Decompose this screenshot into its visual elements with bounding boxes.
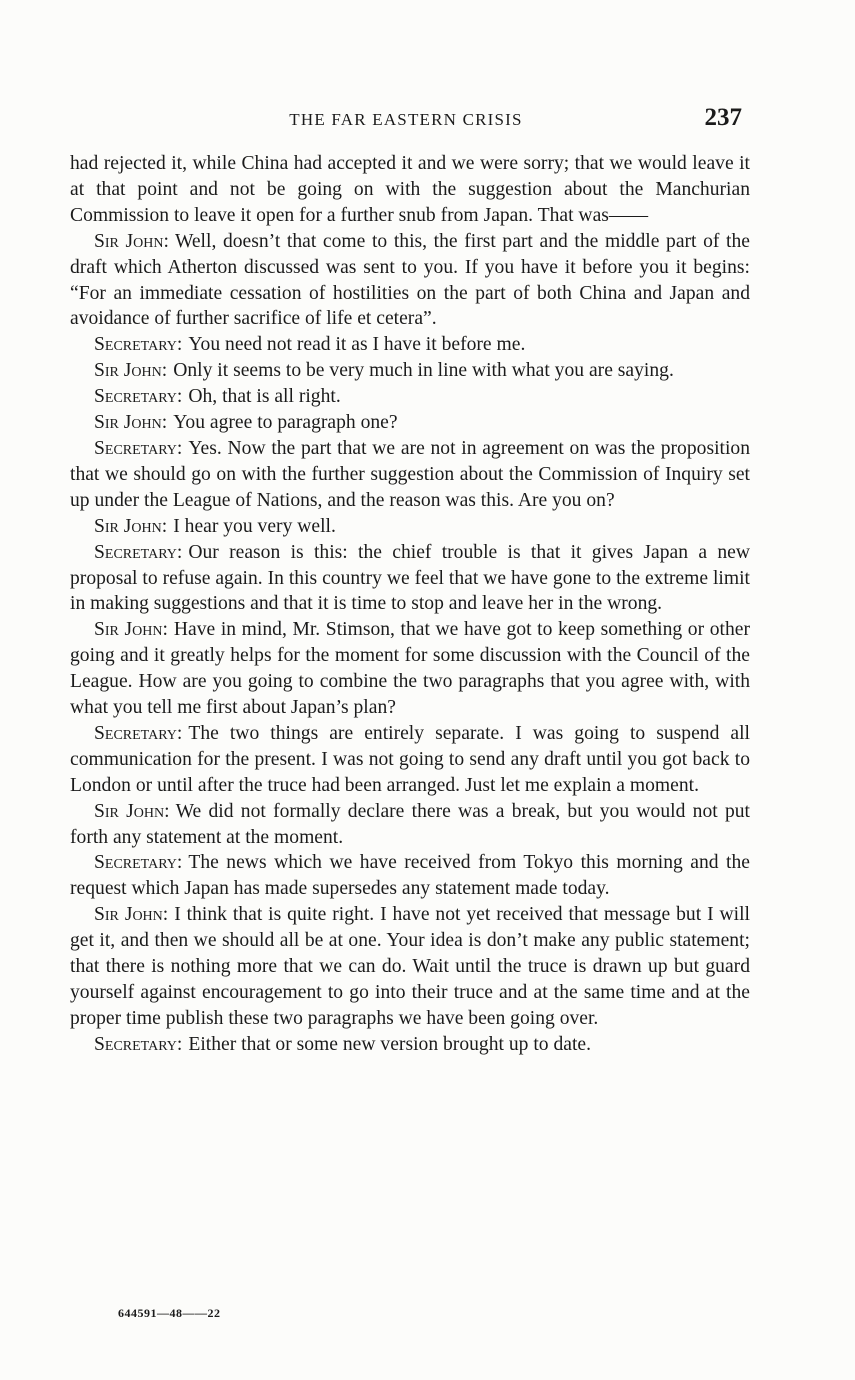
paragraph: Sir John: Only it seems to be very much in line with what you are saying. xyxy=(94,360,674,382)
speaker-label: Secretary xyxy=(94,437,177,459)
paragraph: Secretary: The news which we have received from Tokyo this morning and the request which Japan has made supersedes any statement made today. xyxy=(70,852,750,900)
paragraph-text: I hear you very well. xyxy=(173,515,336,537)
paragraph: Sir John: We did not formally declare there was a break, but you would not put forth any statement at the moment. xyxy=(70,800,750,848)
paragraph-text: Well, doesn’t that come to this, the first part and the middle part of the draft which Atherton discussed was sent to you. If you have it before you it begins: “For an immediate cessation of hostilities on the part of both China and Japan and avoidance of further sacrifice of life et cetera”. xyxy=(70,230,750,330)
paragraph: Secretary: Our reason is this: the chief trouble is that it gives Japan a new proposal to refuse again. In this country we feel that we have gone to the extreme limit in making suggestions and that it is time to stop and leave her in the wrong. xyxy=(70,541,750,615)
paragraph-text: You need not read it as I have it before me. xyxy=(188,334,526,356)
paragraph-text: Oh, that is all right. xyxy=(188,386,341,408)
paragraph-text: We did not formally declare there was a break, but you would not put forth any statement at the moment. xyxy=(70,800,750,848)
paragraph: Secretary: You need not read it as I have it before me. xyxy=(94,334,526,356)
paragraph-text: Our reason is this: the chief trouble is that it gives Japan a new proposal to refuse again. In this country we feel that we have gone to the extreme limit in making suggestions and that it is time to stop and leave her in the wrong. xyxy=(70,541,750,615)
speaker-label: Sir John xyxy=(94,230,164,252)
speaker-label: Secretary xyxy=(94,386,177,408)
paragraph xyxy=(70,151,750,229)
paragraph-text: Either that or some new version brought up to date. xyxy=(188,1033,592,1055)
print-code: 644591—48——22 xyxy=(118,1306,221,1320)
speaker-label: Secretary xyxy=(94,852,177,874)
paragraph-text: The two things are entirely separate. I was going to suspend all communication for the present. I was not going to send any draft until you got back to London or until after the truce had been arranged. Just let me explain a moment. xyxy=(70,722,750,796)
paragraph: Sir John: I hear you very well. xyxy=(94,515,336,537)
speaker-label: Sir John xyxy=(94,515,162,537)
paragraph-text: The news which we have received from Tokyo this morning and the request which Japan has made supersedes any statement made today. xyxy=(70,852,750,900)
paragraph-text: Have in mind, Mr. Stimson, that we have got to keep something or other going and it greatly helps for the moment for some discussion with the Council of the League. How are you going to combine the two paragraphs that you agree with, with what you tell me first about Japan’s plan? xyxy=(70,619,750,719)
speaker-label: Sir John xyxy=(94,619,163,641)
paragraph: Secretary: Either that or some new version brought up to date. xyxy=(94,1033,592,1055)
paragraph-text: You agree to paragraph one? xyxy=(173,412,398,434)
paragraph: Sir John: Have in mind, Mr. Stimson, that we have got to keep something or other going and it greatly helps for the moment for some discussion with the Council of the League. How are you going to combine the two paragraphs that you agree with, with what you tell me first about Japan’s plan? xyxy=(70,619,750,719)
speaker-label: Sir John xyxy=(94,360,162,382)
running-head xyxy=(70,104,742,134)
speaker-label: Secretary xyxy=(94,334,177,356)
running-title: THE FAR EASTERN CRISIS xyxy=(289,110,523,129)
paragraph-text: Only it seems to be very much in line with what you are saying. xyxy=(173,360,674,382)
paragraph: Sir John: Well, doesn’t that come to this, the first part and the middle part of the draft which Atherton discussed was sent to you. If you have it before you it begins: “For an immediate cessation of hostilities on the part of both China and Japan and avoidance of further sacrifice of life et cetera”. xyxy=(70,230,750,330)
speaker-label: Sir John xyxy=(94,412,162,434)
paragraph: Secretary: Oh, that is all right. xyxy=(94,386,341,408)
body-text xyxy=(70,151,750,1058)
speaker-label: Sir John xyxy=(94,800,165,822)
paragraph: Secretary: The two things are entirely separate. I was going to suspend all communication for the present. I was not going to send any draft until you got back to London or until after the truce had been arranged. Just let me explain a moment. xyxy=(70,722,750,796)
paragraph-text: had rejected it, while China had accepted it and we were sorry; that we would leave it at that point and not be going on with the suggestion about the Manchurian Commission to leave it open for a further snub from Japan. That was—— xyxy=(70,153,750,226)
paragraph-text: Yes. Now the part that we are not in agreement on was the proposition that we should go on with the further suggestion about the Commission of Inquiry set up under the League of Nations, and the reason was this. Are you on? xyxy=(70,437,750,511)
speaker-label: Secretary xyxy=(94,541,177,563)
speaker-label: Secretary xyxy=(94,722,177,744)
paragraph: Sir John: I think that is quite right. I have not yet received that message but I will get it, and then we should all be at one. Your idea is don’t make any public statement; that there is nothing more that we can do. Wait until the truce is drawn up but guard yourself against encouragement to go into their truce and at the same time and at the proper time publish these two paragraphs we have been going over. xyxy=(70,904,750,1029)
paragraph-text: I think that is quite right. I have not yet received that message but I will get it, and then we should all be at one. Your idea is don’t make any public statement; that there is nothing more that we can do. Wait until the truce is drawn up but guard yourself against encouragement to go into their truce and at the same time and at the proper time publish these two paragraphs we have been going over. xyxy=(70,904,750,1029)
paragraph: Secretary: Yes. Now the part that we are not in agreement on was the proposition that we should go on with the further suggestion about the Commission of Inquiry set up under the League of Nations, and the reason was this. Are you on? xyxy=(70,437,750,511)
page-number: 237 xyxy=(704,104,742,131)
speaker-label: Sir John xyxy=(94,904,163,926)
speaker-label: Secretary xyxy=(94,1033,177,1055)
paragraph: Sir John: You agree to paragraph one? xyxy=(94,412,398,434)
